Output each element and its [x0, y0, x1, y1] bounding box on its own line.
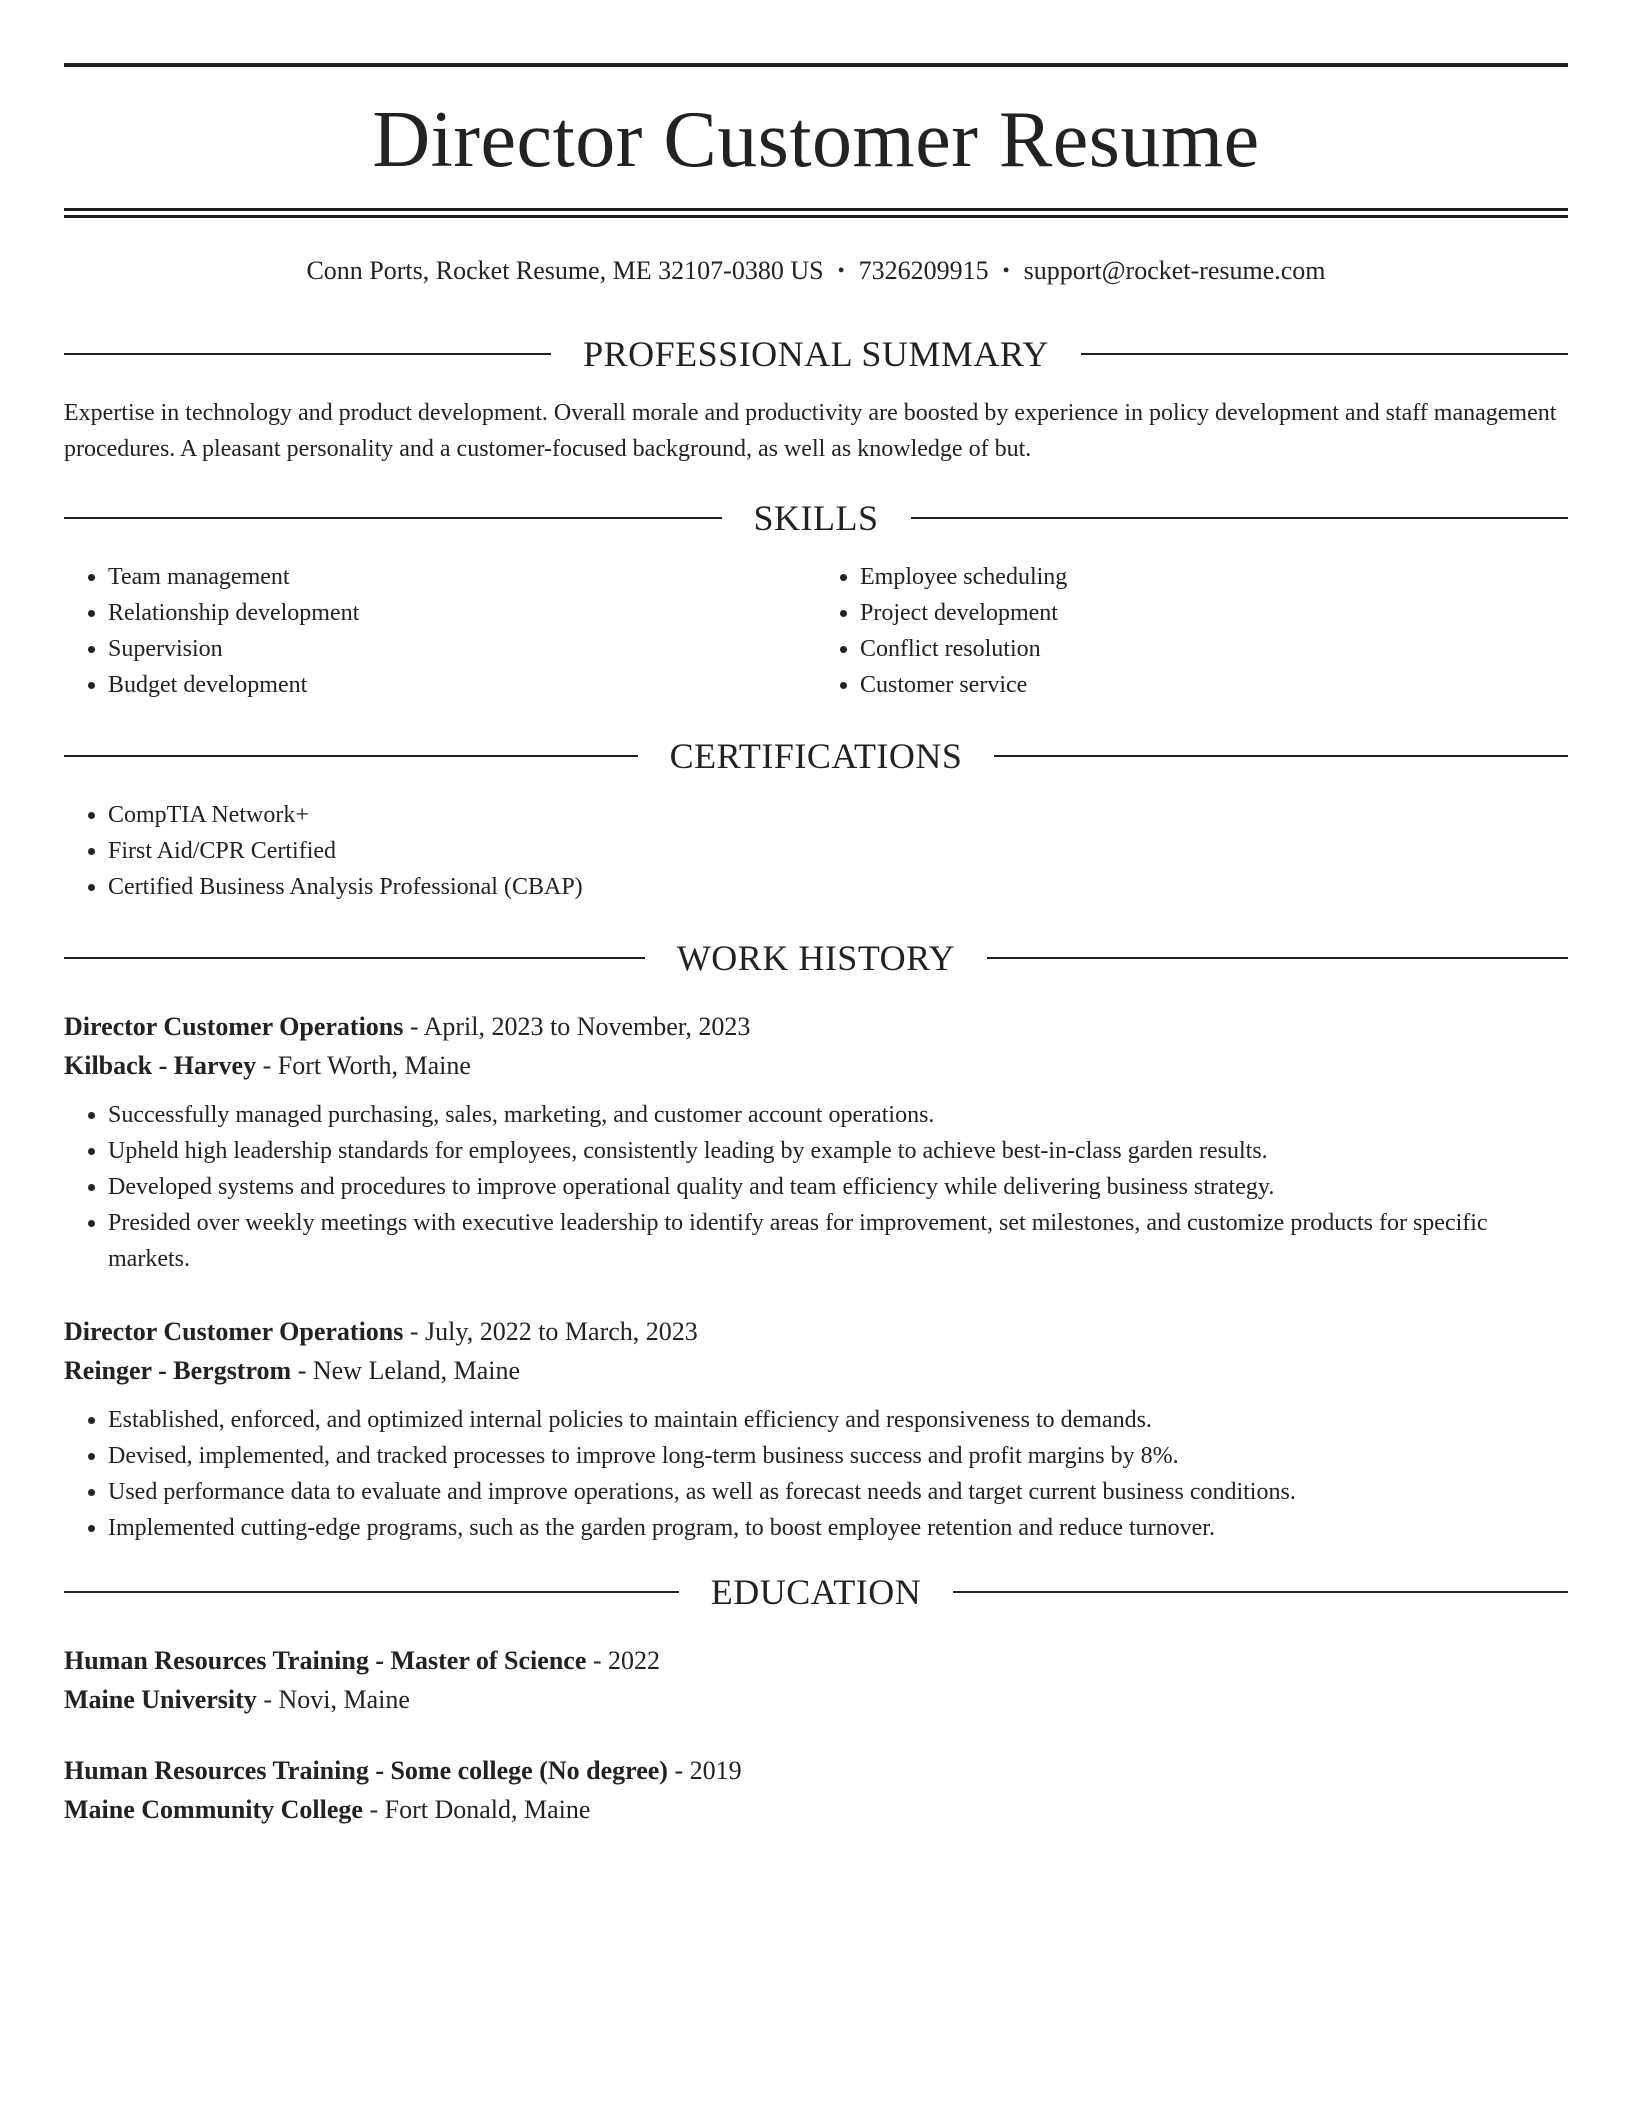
section-heading-skills: [64, 496, 1568, 540]
job-location: - New Leland, Maine: [291, 1356, 521, 1385]
job-bullets: [64, 1402, 1568, 1546]
skill-item: • Employee scheduling: [860, 559, 1568, 595]
education-school-line: [64, 1790, 1568, 1829]
divider-line: [64, 957, 645, 959]
divider-line: [64, 1591, 679, 1593]
job-location: - Fort Worth, Maine: [256, 1051, 471, 1080]
education-entry: [64, 1751, 1568, 1829]
contact-separator: •: [1002, 260, 1010, 282]
skill-item: • Budget development: [108, 667, 816, 703]
certification-item: • Certified Business Analysis Professional (CBAP): [108, 869, 1568, 905]
divider-line: [1081, 353, 1568, 355]
divider-line: [953, 1591, 1568, 1593]
divider-line: [64, 755, 638, 757]
education-degree: Human Resources Training - Master of Science: [64, 1646, 587, 1675]
skill-item: • Team management: [108, 559, 816, 595]
job-bullet: • Implemented cutting-edge programs, such as the garden program, to boost employee retention and reduce turnover.: [108, 1510, 1568, 1546]
job-bullet: • Developed systems and procedures to improve operational quality and team efficiency while delivering business strategy.: [108, 1169, 1568, 1205]
job-company-line: [64, 1351, 1568, 1390]
skill-item: • Relationship development: [108, 595, 816, 631]
job-dates: - April, 2023 to November, 2023: [403, 1012, 751, 1041]
job-bullet: • Upheld high leadership standards for employees, consistently leading by example to achieve best-in-class garden results.: [108, 1133, 1568, 1169]
job-bullet: • Established, enforced, and optimized internal policies to maintain efficiency and responsiveness to demands.: [108, 1402, 1568, 1438]
skills-list: [64, 559, 1568, 703]
summary-text: Expertise in technology and product development. Overall morale and productivity are boosted by experience in policy development and staff management procedures. A pleasant personality and a customer-focused background, as well as knowledge of but.: [64, 400, 1557, 462]
contact-address: Conn Ports, Rocket Resume, ME 32107-0380 US: [306, 256, 824, 285]
divider-line: [64, 517, 722, 519]
job-bullet: • Successfully managed purchasing, sales, marketing, and customer account operations.: [108, 1097, 1568, 1133]
section-title: PROFESSIONAL SUMMARY: [583, 334, 1049, 374]
education-school-line: [64, 1680, 1568, 1719]
skills-column-left: [64, 559, 816, 703]
contact-phone: 7326209915: [858, 256, 989, 285]
section-title: EDUCATION: [710, 1572, 922, 1612]
education-school: Maine Community College: [64, 1795, 363, 1824]
education-degree-line: [64, 1641, 1568, 1680]
job-title-line: [64, 1312, 1568, 1351]
job-title-line: [64, 1007, 1568, 1046]
title-double-rule: [64, 208, 1568, 218]
certifications-list: [64, 797, 1568, 905]
top-rule: [64, 63, 1568, 67]
education-degree-line: [64, 1751, 1568, 1790]
job-company-line: [64, 1046, 1568, 1085]
job-bullet: • Used performance data to evaluate and improve operations, as well as forecast needs and target current business conditions.: [108, 1474, 1568, 1510]
section-heading-work-history: [64, 936, 1568, 980]
section-title: WORK HISTORY: [676, 938, 956, 978]
education-year: - 2019: [667, 1756, 742, 1785]
contact-separator: •: [837, 260, 845, 282]
education-degree: Human Resources Training - Some college (No degree): [64, 1756, 668, 1785]
education-entry: [64, 1641, 1568, 1719]
section-heading-summary: [64, 332, 1568, 376]
certification-item: • First Aid/CPR Certified: [108, 833, 1568, 869]
section-title: SKILLS: [753, 498, 879, 538]
section-heading-education: [64, 1570, 1568, 1614]
education-location: - Novi, Maine: [256, 1685, 410, 1714]
job-bullets: [64, 1097, 1568, 1277]
education-school: Maine University: [64, 1685, 257, 1714]
divider-line: [64, 353, 551, 355]
job-company: Reinger - Bergstrom: [64, 1356, 292, 1385]
section-heading-certifications: [64, 734, 1568, 778]
resume-title: Director Customer Resume: [372, 96, 1260, 184]
contact-email: support@rocket-resume.com: [1023, 256, 1326, 285]
skill-item: • Supervision: [108, 631, 816, 667]
job-bullet: • Presided over weekly meetings with executive leadership to identify areas for improvement, set milestones, and customize products for specific markets.: [108, 1205, 1568, 1277]
job-title: Director Customer Operations: [64, 1317, 404, 1346]
contact-line: [64, 253, 1568, 289]
section-title: CERTIFICATIONS: [669, 736, 963, 776]
skills-column-right: [816, 559, 1568, 703]
job-entry: [64, 1312, 1568, 1546]
skill-item: • Customer service: [860, 667, 1568, 703]
divider-line: [987, 957, 1568, 959]
certification-item: • CompTIA Network+: [108, 797, 1568, 833]
job-company: Kilback - Harvey: [64, 1051, 257, 1080]
divider-line: [911, 517, 1569, 519]
job-dates: - July, 2022 to March, 2023: [403, 1317, 698, 1346]
skill-item: • Conflict resolution: [860, 631, 1568, 667]
job-title: Director Customer Operations: [64, 1012, 404, 1041]
job-bullet: • Devised, implemented, and tracked processes to improve long-term business success and profit margins by 8%.: [108, 1438, 1568, 1474]
education-location: - Fort Donald, Maine: [362, 1795, 591, 1824]
skill-item: • Project development: [860, 595, 1568, 631]
education-year: - 2022: [586, 1646, 661, 1675]
job-entry: [64, 1007, 1568, 1277]
divider-line: [994, 755, 1568, 757]
